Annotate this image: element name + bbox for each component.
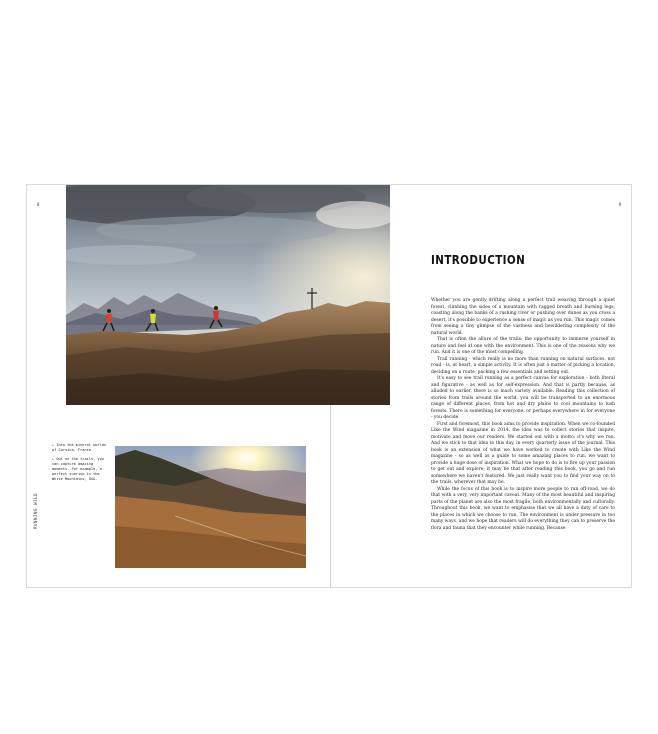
- trail-runners-photo: [66, 185, 390, 405]
- paragraph: First and foremost, this book aims to provide inspiration. When we co-founded Like the Wind magazine in 2014, the idea was to collect stories that inspire, motivate and move our readers. We started out with a motto: it's why we run. And we stick to that idea to this day, in every quarterly issue of the journal. This book is an extension of what we have worked to create with Like the Wind magazine - so as well as a guide to some amazing places to run, we want to provide a huge dose of inspiration. What we hope to do is to fire up your passion to get out and explore; it may be that after reading this book, you go and run somewhere we haven't featured. We just really want you to find your way on to the trails, wherever that may be.: [431, 421, 615, 485]
- sunrise-mountains-photo: [115, 446, 306, 568]
- paragraph: Trail running - which really is no more than running on natural surfaces, not road - is, at heart, a simple activity. It is often just a matter of picking a location, deciding on a route, packing a few essentials and setting out.: [431, 356, 615, 375]
- right-page-number: 9: [618, 202, 621, 207]
- paragraph: While the focus of this book is to inspire more people to run off-road, we do that with a very, very important caveat. Many of the most beautiful and inspiring parts of the planet are also the most fragile, both environmentally and culturally. Throughout this book, we want to emphasise that we all have a duty of care to the places in which we choose to run. The environment is under pressure in too many ways, and we hope that readers will do everything they can to preserve the flora and fauna that they encounter while running. Because: [431, 486, 615, 531]
- left-page-number: 8: [37, 202, 40, 207]
- chapter-title: INTRODUCTION: [431, 253, 526, 267]
- caption-corsica: ← Into the mineral worlds of Corsica, France.: [52, 443, 107, 452]
- photo-captions: [52, 443, 110, 486]
- paragraph: That is often the allure of the trails: the opportunity to immerse yourself in nature and feel at one with the environment. This is one of the reasons why we run. And it is one of the most compelling.: [431, 337, 615, 355]
- article-body: [431, 298, 615, 532]
- paragraph: Whether you are gently drifting along a perfect trail weaving through a quiet forest, climbing the sides of a mountain with ragged breath and burning legs, coasting along the banks of a rushing river or pushing over dunes as you cross a desert, it's possible to experience a sense of magic as you run. This magic comes from seeing a tiny glimpse of the vastness and bewildering complexity of the natural world.: [431, 298, 615, 336]
- running-label: RUNNING WILD: [33, 492, 38, 529]
- paragraph: It's easy to see trail running as a perfect canvas for exploration - both literal and figurative - as well as for self-expression. And that is partly because, as alluded to earlier, there is so much variety available. Reading this collection of stories from trails around the world, you will be transported to an enormous range of different places, from hot and dry plains to cool mountains to lush forests. There is something for everyone, or perhaps everywhere in for everyone - you decide.: [431, 376, 615, 420]
- book-spread: [26, 184, 632, 588]
- caption-white-mountains: ← Out on the trails, you can capture amazing moments. For example, a perfect sunrise in the White Mountains, USA.: [52, 457, 104, 481]
